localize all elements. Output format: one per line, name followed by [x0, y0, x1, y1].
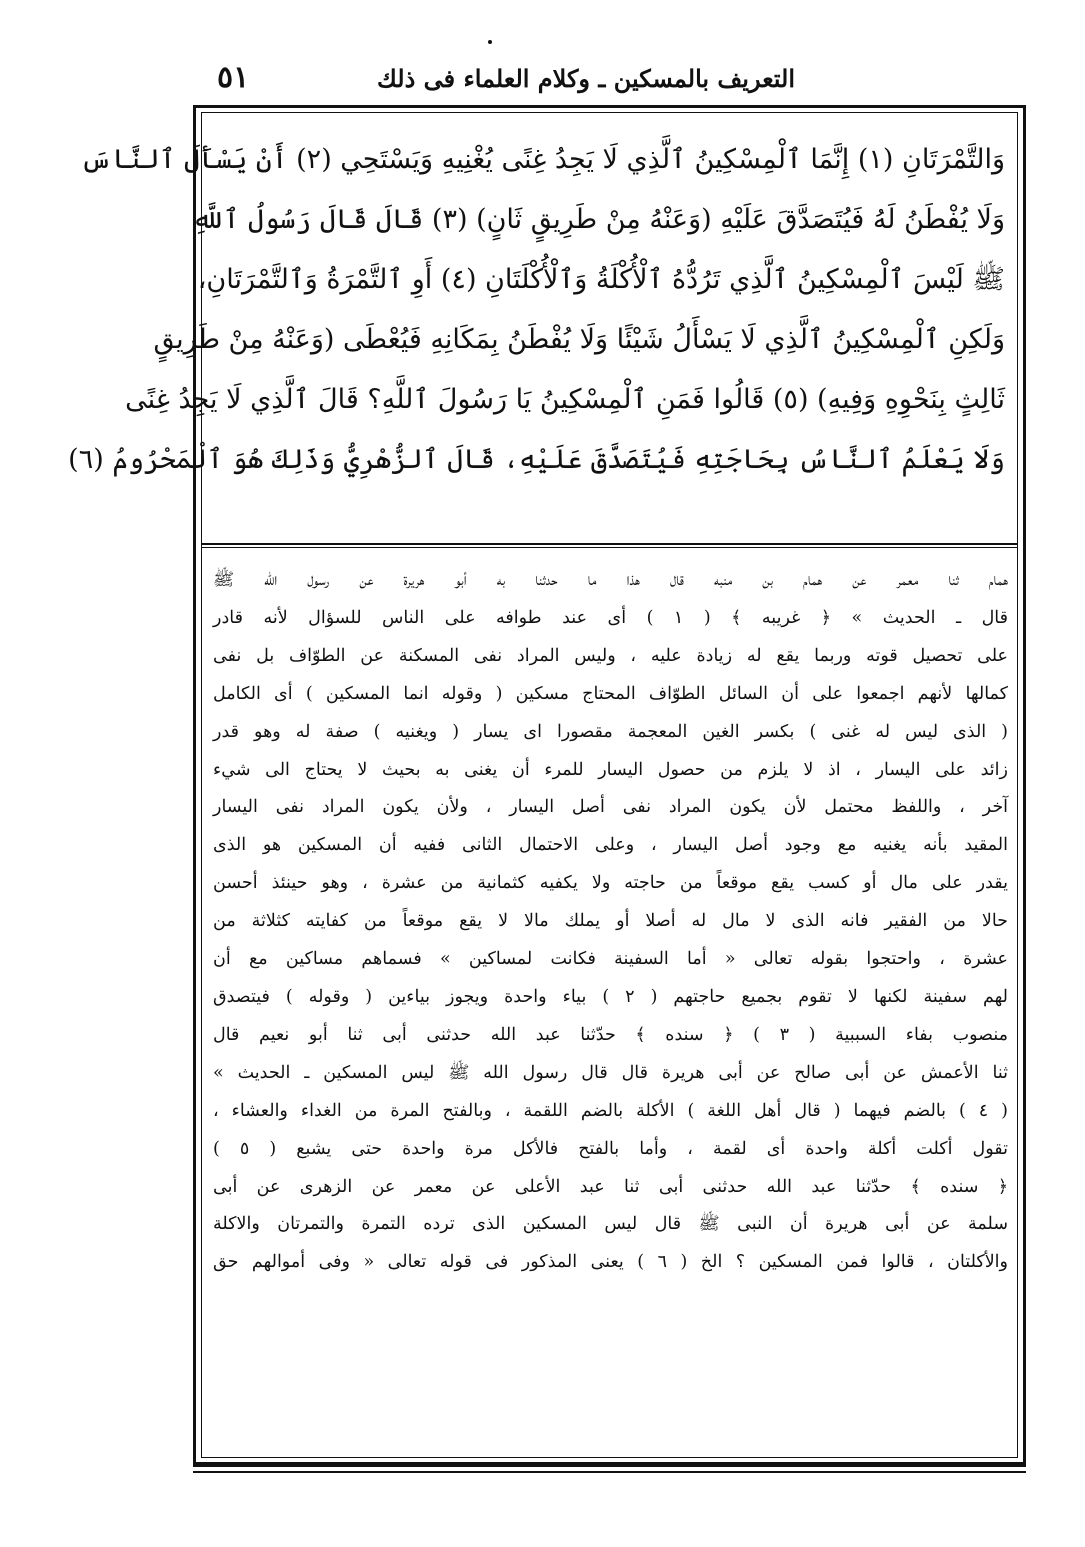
- hadith-line: ﷺ لَيْسَ ٱلْمِسْكِينُ ٱلَّذِي تَرُدُّهُ ٱلْأُكْلَةُ وَٱلْأُكْلَتَانِ (٤) أَوِ ٱلتَّمْرَةُ وَٱلتَّمْرَتَانِ،: [197, 264, 1005, 295]
- bottom-rule-1: [193, 1465, 1026, 1467]
- commentary-line: ( ٤ ) بالضم فيهما ( قال أهل اللغة ) الأكلة بالضم اللقمة ، وبالفتح المرة من الغداء والعشاء ،: [213, 1100, 1009, 1121]
- commentary-line: لهم سفينة لكنها لا تقوم بجميع حاجتهم ( ٢ ) بياء واحدة ويجوز بياءين ( وقوله ) فيتصدق: [213, 986, 1008, 1007]
- header-title: التعريف بالمسكين ـ وكلام العلماء فى ذلك: [377, 64, 795, 93]
- commentary-line: والأكلتان ، قالوا فمن المسكين ؟ الخ ( ٦ ) يعنى المذكور فى قوله تعالى « وفى أموالهم حق: [213, 1252, 1008, 1273]
- page-header: [205, 58, 795, 102]
- hadith-line: وَالتَّمْرَتَانِ (١) إِنَّمَا ٱلْمِسْكِينُ ٱلَّذِي لَا يَجِدُ غِنًى يُغْنِيهِ وَيَسْتَحِي (٢) أَنْ يَسْأَلَ ٱلنَّاسَ: [80, 144, 1005, 175]
- commentary-line: حالا من الفقير فانه الذى لا مال له أصلا أو يملك مالا لا يقع موقعاً من كفايته كثلاثة من: [213, 911, 1008, 932]
- commentary-line: ﴿ سنده ﴾ حدّثنا عبد الله حدثنى أبى ثنا عبد الأعلى عن معمر عن الزهرى عن أبى: [213, 1176, 1008, 1197]
- commentary-text: [213, 562, 1008, 1282]
- hadith-line: وَلَكِنِ ٱلْمِسْكِينُ ٱلَّذِي لَا يَسْأَلُ شَيْئًا وَلَا يُفْطَنُ بِمَكَانِهِ فَيُعْطَى (وَعَنْهُ مِنْ طَرِيقٍ: [153, 324, 1005, 355]
- bottom-rule-2: [193, 1471, 1026, 1473]
- page-number: ٥١: [217, 60, 250, 95]
- commentary-line: زائد على اليسار ، اذ لا يلزم من حصول اليسار للمرء أن يغنى به بحيث لا يحتاج الى شيء: [213, 759, 1008, 780]
- commentary-line: كمالها لأنهم اجمعوا على أن السائل الطوّاف المحتاج مسكين ( وقوله انما المسكين ) أى الكامل: [213, 683, 1008, 704]
- commentary-line: قال ـ الحديث » ﴿ غريبه ﴾ ( ١ ) أى عند طوافه على الناس للسؤال لأنه قادر: [213, 607, 1008, 628]
- commentary-line: سلمة عن أبى هريرة أن النبى ﷺ قال ليس المسكين الذى ترده التمرة والتمرتان والاكلة: [213, 1214, 1008, 1235]
- commentary-line: منصوب بفاء السببية ( ٣ ) ﴿ سنده ﴾ حدّثنا عبد الله حدثنى أبى ثنا أبو نعيم قال: [213, 1024, 1008, 1045]
- hadith-text: [68, 130, 1005, 490]
- text-divider: [201, 543, 1018, 548]
- commentary-line: المقيد بأنه يغنيه مع وجود أصل اليسار ، وعلى الاحتمال الثانى ففيه أن المسكين هو الذى: [213, 835, 1008, 856]
- commentary-line: عشرة ، واحتجوا بقوله تعالى « أما السفينة فكانت لمساكين » فسماهم مساكين مع أن: [213, 949, 1008, 970]
- commentary-line: يقدر على مال أو كسب يقع موقعاً من حاجته ولا يكفيه كثمانية من عشرة ، وهو حينئذ أحسن: [213, 873, 1008, 894]
- hadith-line: ثَالِثٍ بِنَحْوِهِ وَفِيهِ) (٥) قَالُوا فَمَنِ ٱلْمِسْكِينُ يَا رَسُولَ ٱللَّهِ؟ قَالَ ٱلَّذِي لَا يَجِدُ غِنًى: [125, 384, 1005, 415]
- commentary-line: همام ثنا معمر عن همام بن منبه قال هذا ما حدثنا به أبو هريرة عن رسول الله ﷺ: [213, 570, 1008, 590]
- commentary-line: ثنا الأعمش عن أبى صالح عن أبى هريرة قال قال رسول الله ﷺ ليس المسكين ـ الحديث »: [213, 1062, 1008, 1083]
- commentary-line: تقول أكلت أكلة واحدة أى لقمة ، وأما بالفتح فالأكل مرة واحدة حتى يشبع ( ٥ ): [213, 1138, 1009, 1159]
- commentary-line: على تحصيل قوته وربما يقع له زيادة عليه ، وليس المراد نفى المسكنة عن الطوّاف بل نفى: [213, 645, 1008, 666]
- hadith-line: وَلَا يَعْلَمُ ٱلنَّاسُ بِحَاجَتِهِ فَيُتَصَدَّقَ عَلَيْهِ، قَالَ ٱلزُّهْرِيُّ وَذَلِكَ هُوَ ٱلْمَحْرُومُ (٦): [68, 444, 1005, 475]
- commentary-line: ( الذى ليس له غنى ) بكسر الغين المعجمة مقصورا اى يسار ( ويغنيه ) صفة له وهو قدر: [213, 721, 1008, 742]
- hadith-line: وَلَا يُفْطَنُ لَهُ فَيُتَصَدَّقَ عَلَيْهِ (وَعَنْهُ مِنْ طَرِيقٍ ثَانٍ) (٣) قَالَ قَالَ رَسُولُ ٱللَّهِ: [191, 204, 1005, 235]
- commentary-line: آخر ، واللفظ محتمل لأن يكون المراد نفى أصل اليسار ، ولأن يكون المراد نفى اليسار: [213, 797, 1008, 818]
- top-dot: [488, 40, 492, 44]
